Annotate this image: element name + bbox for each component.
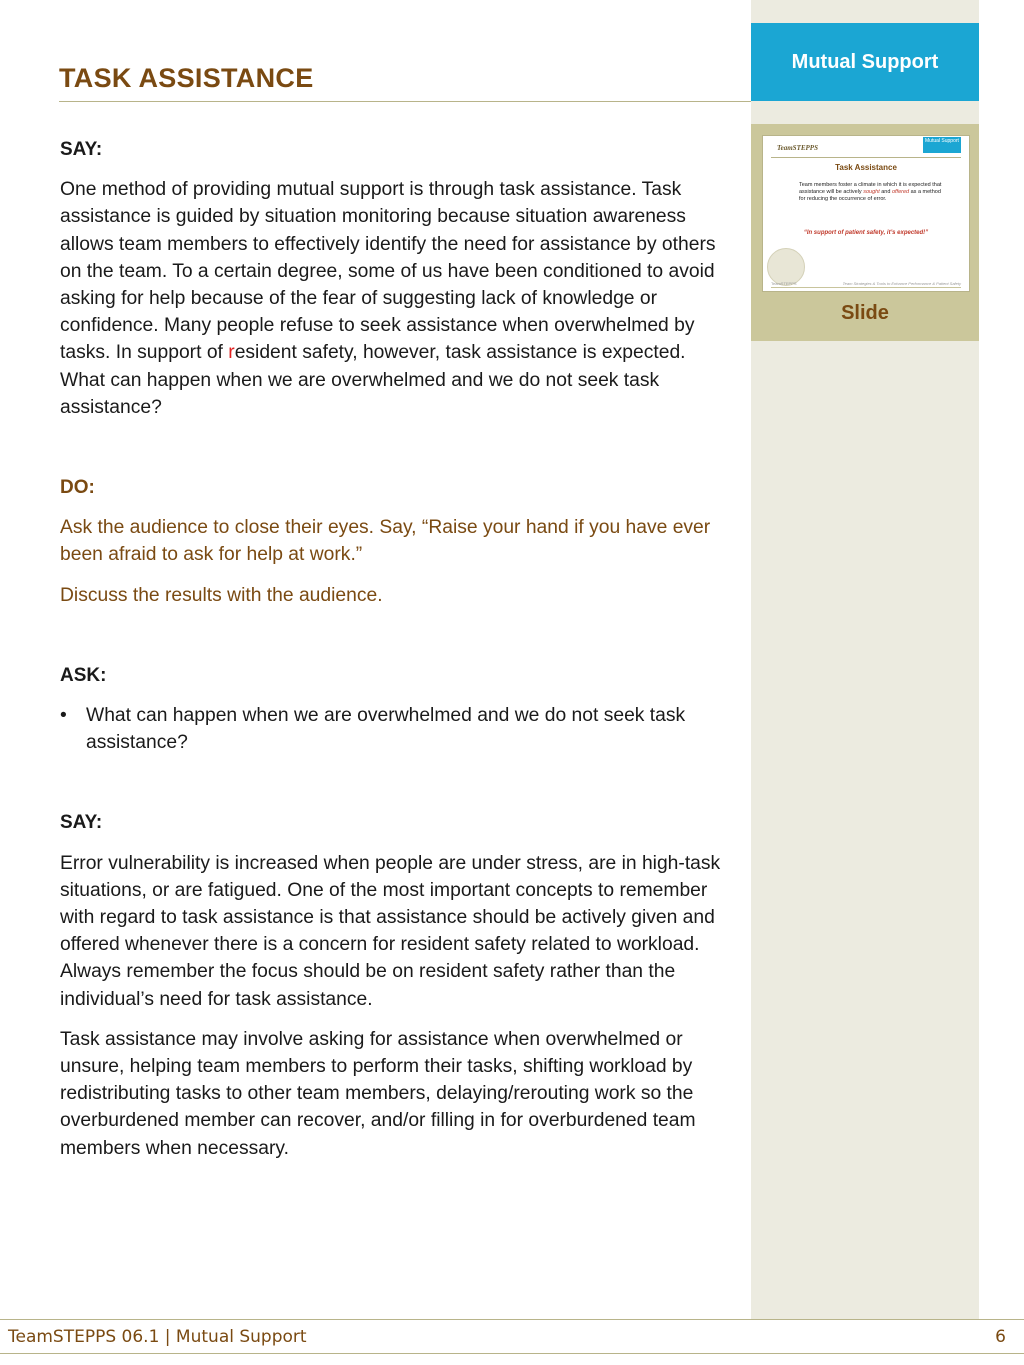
say-text-after: esident safety, however, task assistance is expected. What can happen when we are overwhelmed and we do not seek task assistance? (60, 342, 686, 418)
thumb-body (799, 182, 944, 203)
say2-paragraph-2: Task assistance may involve asking for assistance when overwhelmed or unsure, helping team members to perform their tasks, shifting workload by redistributing tasks to other team members, delaying/rerouting work so the overburdened member can recover, and/or filling in for overburdened team members when necessary. (60, 1028, 696, 1159)
footer-title: TeamSTEPPS 06.1 | Mutual Support (8, 1327, 307, 1347)
slide-label: Slide (841, 302, 889, 324)
do-paragraph-2: Discuss the results with the audience. (60, 584, 383, 606)
thumb-brand: TeamSTEPPS (777, 144, 818, 152)
thumb-body-and: and (879, 189, 892, 195)
say-section-2 (60, 809, 724, 1161)
page-number: 6 (995, 1327, 1006, 1347)
thumb-footer-right: Team Strategies & Tools to Enhance Performance & Patient Safety (842, 281, 961, 286)
do-paragraph-1: Ask the audience to close their eyes. Say, “Raise your hand if you have ever been afraid to ask for help at work.” (60, 517, 711, 566)
section-tab-label: Mutual Support (791, 51, 939, 73)
thumb-quote: “In support of patient safety, it’s expected!” (803, 230, 929, 236)
say-text-before: One method of providing mutual support is through task assistance. Task assistance is guided by situation monitoring because situation awareness allows team members to effectively identify the need for assistance by others on the team. To a certain degree, some of us have been conditioned to avoid asking for help because of the fear of suggesting lack of knowledge or confidence. Many people refuse to seek assistance when overwhelmed by tasks. In support of (60, 179, 716, 364)
say-paragraph-1 (60, 176, 724, 421)
main-content (60, 136, 724, 1162)
thumb-footer-rule (771, 287, 961, 288)
slide-panel (751, 124, 979, 341)
section-tab (751, 23, 979, 101)
thumb-title: Task Assistance (835, 163, 897, 172)
say2-paragraph-1: Error vulnerability is increased when people are under stress, are in high-task situations, or are fatigued. One of the most important concepts to remember with regard to task assistance is that assistance should be actively given and offered whenever there is a concern for resident safety related to workload. Always remember the focus should be on resident safety rather than the individual’s need for task assistance. (60, 852, 721, 1010)
say-text-highlight: r (228, 342, 235, 364)
ask-item: • What can happen when we are overwhelmed and we do not seek task assistance? (60, 702, 724, 756)
thumb-body-1: Team members foster a climate in which it is expected that assistance will be actively (799, 182, 942, 195)
do-section (60, 474, 724, 609)
ask-section (60, 662, 724, 757)
thumb-body-sought: sought (863, 189, 880, 195)
ask-heading: ASK: (60, 664, 107, 686)
thumb-body-offered: offered (891, 189, 910, 195)
page-title: TASK ASSISTANCE (59, 63, 314, 93)
thumb-body-2: as a method for reducing the occurrence of error. (799, 189, 941, 202)
title-divider (59, 101, 751, 102)
thumb-rule (771, 157, 961, 158)
say-heading-2: SAY: (60, 812, 103, 834)
footer-divider-bottom (0, 1353, 1024, 1354)
do-heading: DO: (60, 477, 95, 499)
footer-divider-top (0, 1319, 1024, 1320)
say-section-1 (60, 136, 724, 421)
say-heading-1: SAY: (60, 139, 103, 160)
ask-list (60, 702, 724, 756)
thumb-footer-left: TeamSTEPPS (771, 281, 797, 286)
slide-thumbnail (762, 135, 970, 292)
thumb-tag: Mutual Support (923, 137, 961, 153)
